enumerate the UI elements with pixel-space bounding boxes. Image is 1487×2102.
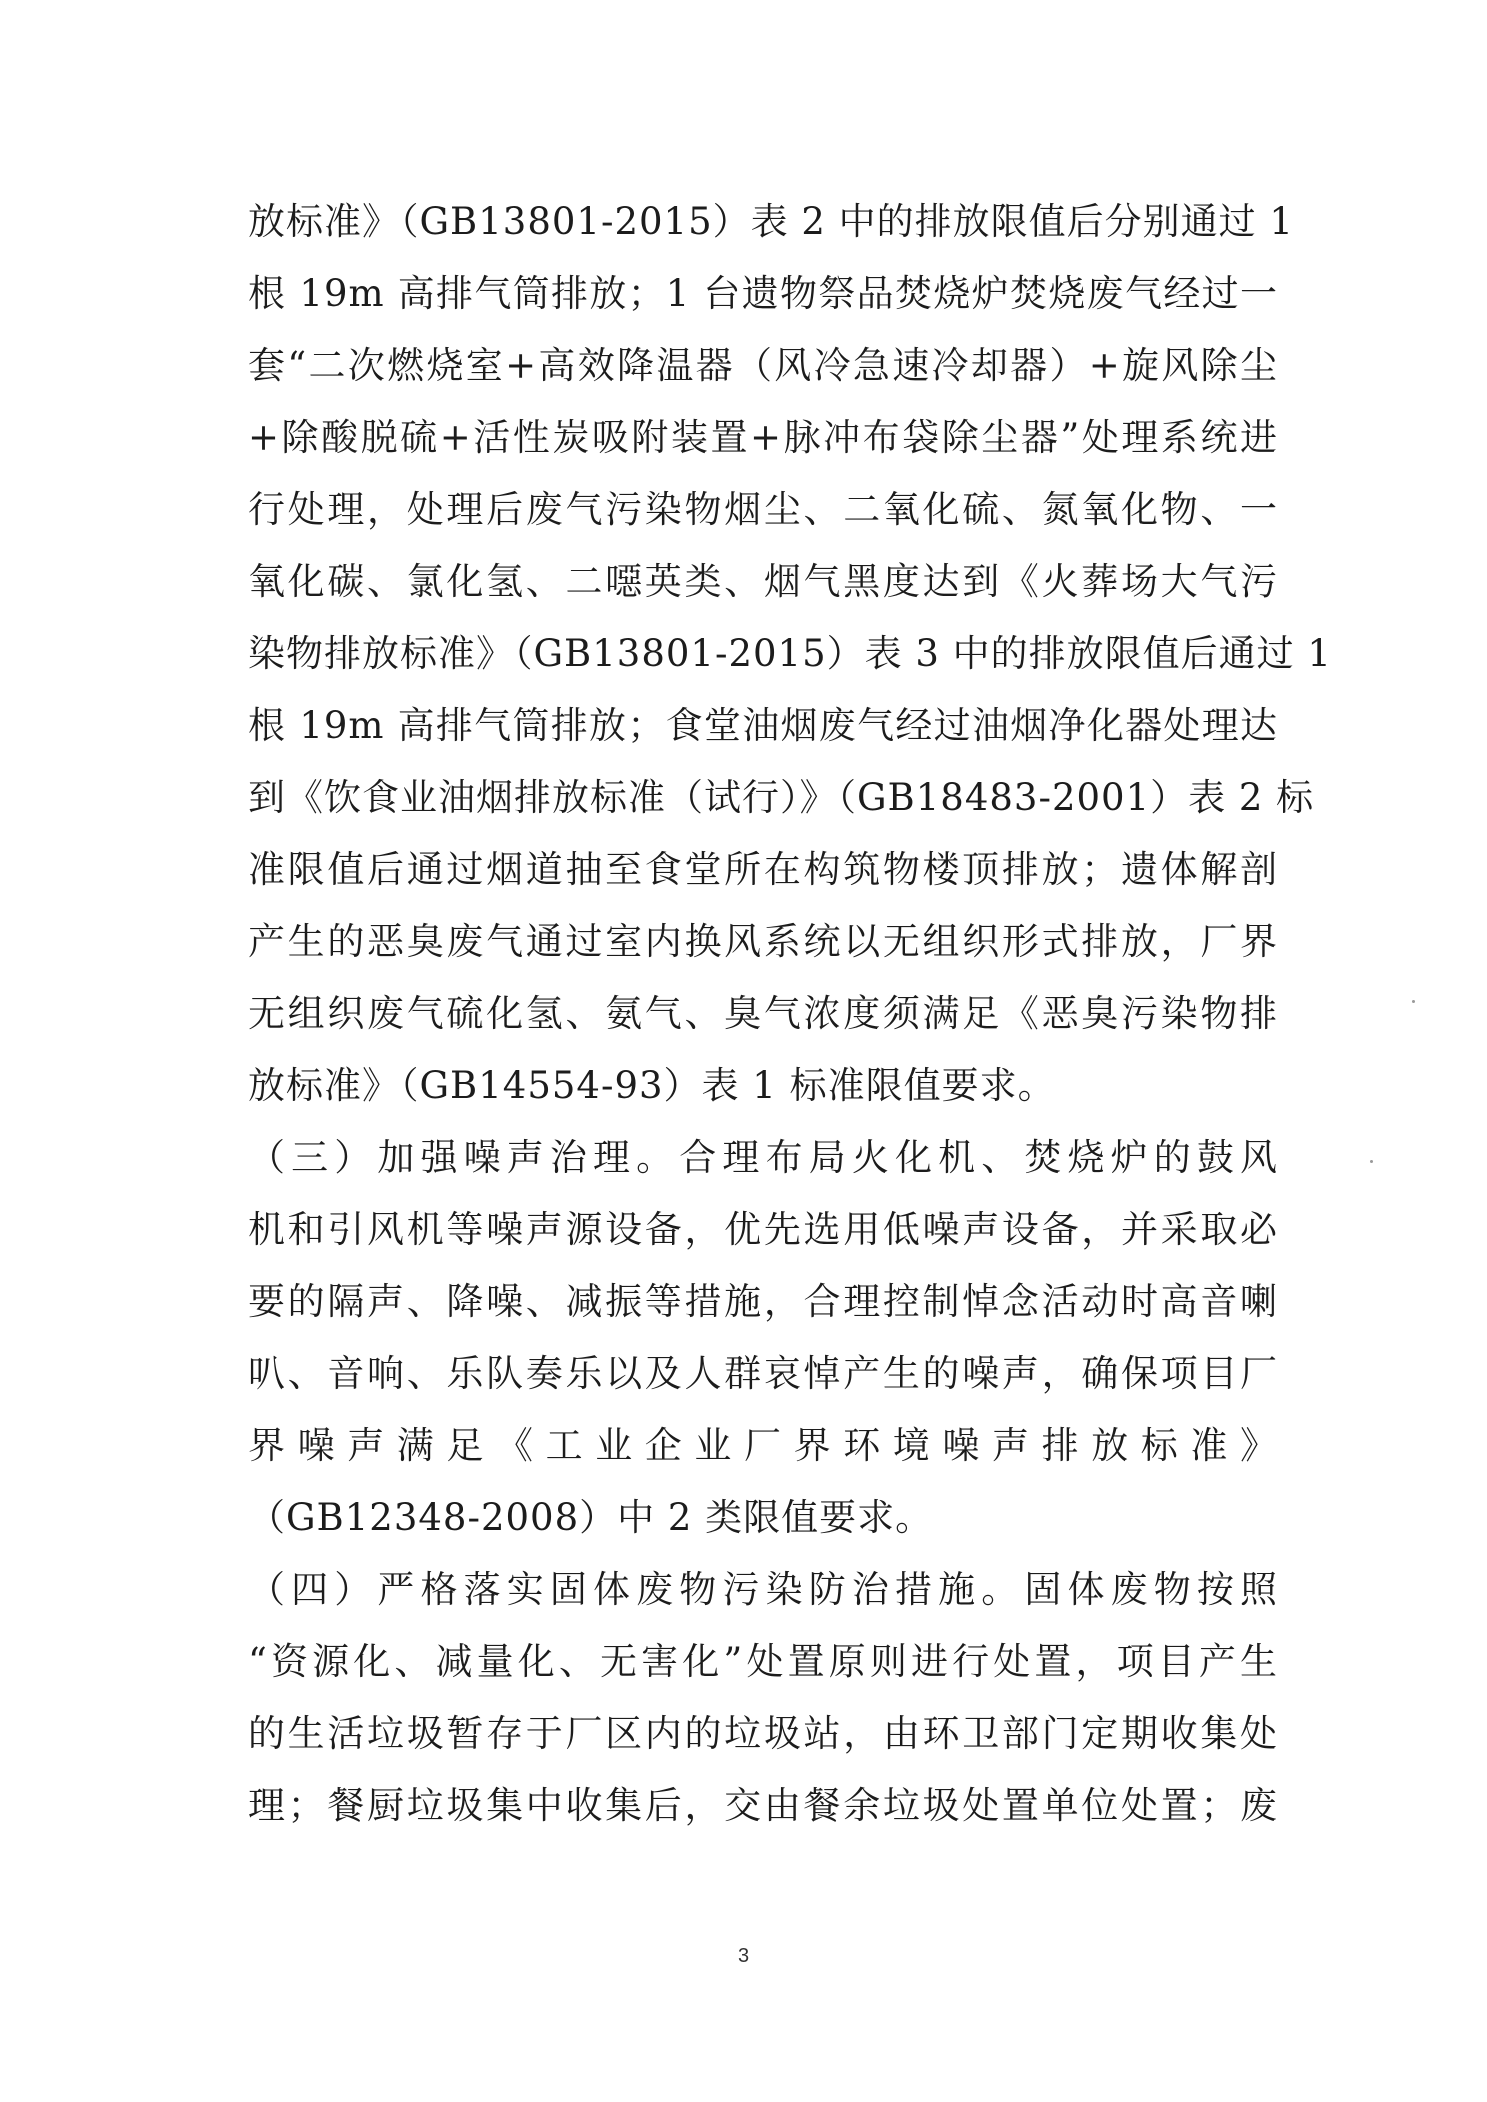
- body-text-line: “资源化、减量化、无害化”处置原则进行处置，项目产生: [248, 1640, 1278, 1683]
- body-text-line: 行处理，处理后废气污染物烟尘、二氧化硫、氮氧化物、一: [248, 488, 1278, 531]
- body-text-line: 界噪声满足《工业企业厂界环境噪声排放标准》: [248, 1424, 1278, 1467]
- body-text-line: 无组织废气硫化氢、氨气、臭气浓度须满足《恶臭污染物排: [248, 992, 1278, 1035]
- body-text-line: 套“二次燃烧室+高效降温器（风冷急速冷却器）+旋风除尘: [248, 344, 1278, 387]
- body-text-line: 叭、音响、乐队奏乐以及人群哀悼产生的噪声，确保项目厂: [248, 1352, 1278, 1395]
- body-text-line: 产生的恶臭废气通过室内换风系统以无组织形式排放，厂界: [248, 920, 1278, 963]
- scan-speck: [1412, 1000, 1415, 1003]
- body-text-line: 放标准》（GB13801-2015）表 2 中的排放限值后分别通过 1: [248, 200, 1294, 243]
- body-text-line: （GB12348-2008）中 2 类限值要求。: [248, 1496, 934, 1539]
- body-text-line: 根 19m 高排气筒排放；1 台遗物祭品焚烧炉焚烧废气经过一: [248, 272, 1278, 315]
- body-text-line: 放标准》（GB14554-93）表 1 标准限值要求。: [248, 1064, 1056, 1107]
- body-text-line: 染物排放标准》（GB13801-2015）表 3 中的排放限值后通过 1: [248, 632, 1332, 675]
- body-text-line: 氧化碳、氯化氢、二噁英类、烟气黑度达到《火葬场大气污: [248, 560, 1278, 603]
- page-number: 3: [737, 1945, 750, 1967]
- body-text-line: 理；餐厨垃圾集中收集后，交由餐余垃圾处置单位处置；废: [248, 1784, 1278, 1827]
- body-text-line: 根 19m 高排气筒排放；食堂油烟废气经过油烟净化器处理达: [248, 704, 1278, 747]
- body-text-line: 机和引风机等噪声源设备，优先选用低噪声设备，并采取必: [248, 1208, 1278, 1251]
- body-text-line: 到《饮食业油烟排放标准（试行）》（GB18483-2001）表 2 标: [248, 776, 1315, 819]
- section-heading-line: （四）严格落实固体废物污染防治措施。固体废物按照: [248, 1568, 1278, 1611]
- body-text-line: 的生活垃圾暂存于厂区内的垃圾站，由环卫部门定期收集处: [248, 1712, 1278, 1755]
- body-text-line: 要的隔声、降噪、减振等措施，合理控制悼念活动时高音喇: [248, 1280, 1278, 1323]
- body-text-line: +除酸脱硫+活性炭吸附装置+脉冲布袋除尘器”处理系统进: [248, 416, 1278, 459]
- scan-speck: [1370, 1160, 1373, 1163]
- body-text-line: 准限值后通过烟道抽至食堂所在构筑物楼顶排放；遗体解剖: [248, 848, 1278, 891]
- section-heading-line: （三）加强噪声治理。合理布局火化机、焚烧炉的鼓风: [248, 1136, 1278, 1179]
